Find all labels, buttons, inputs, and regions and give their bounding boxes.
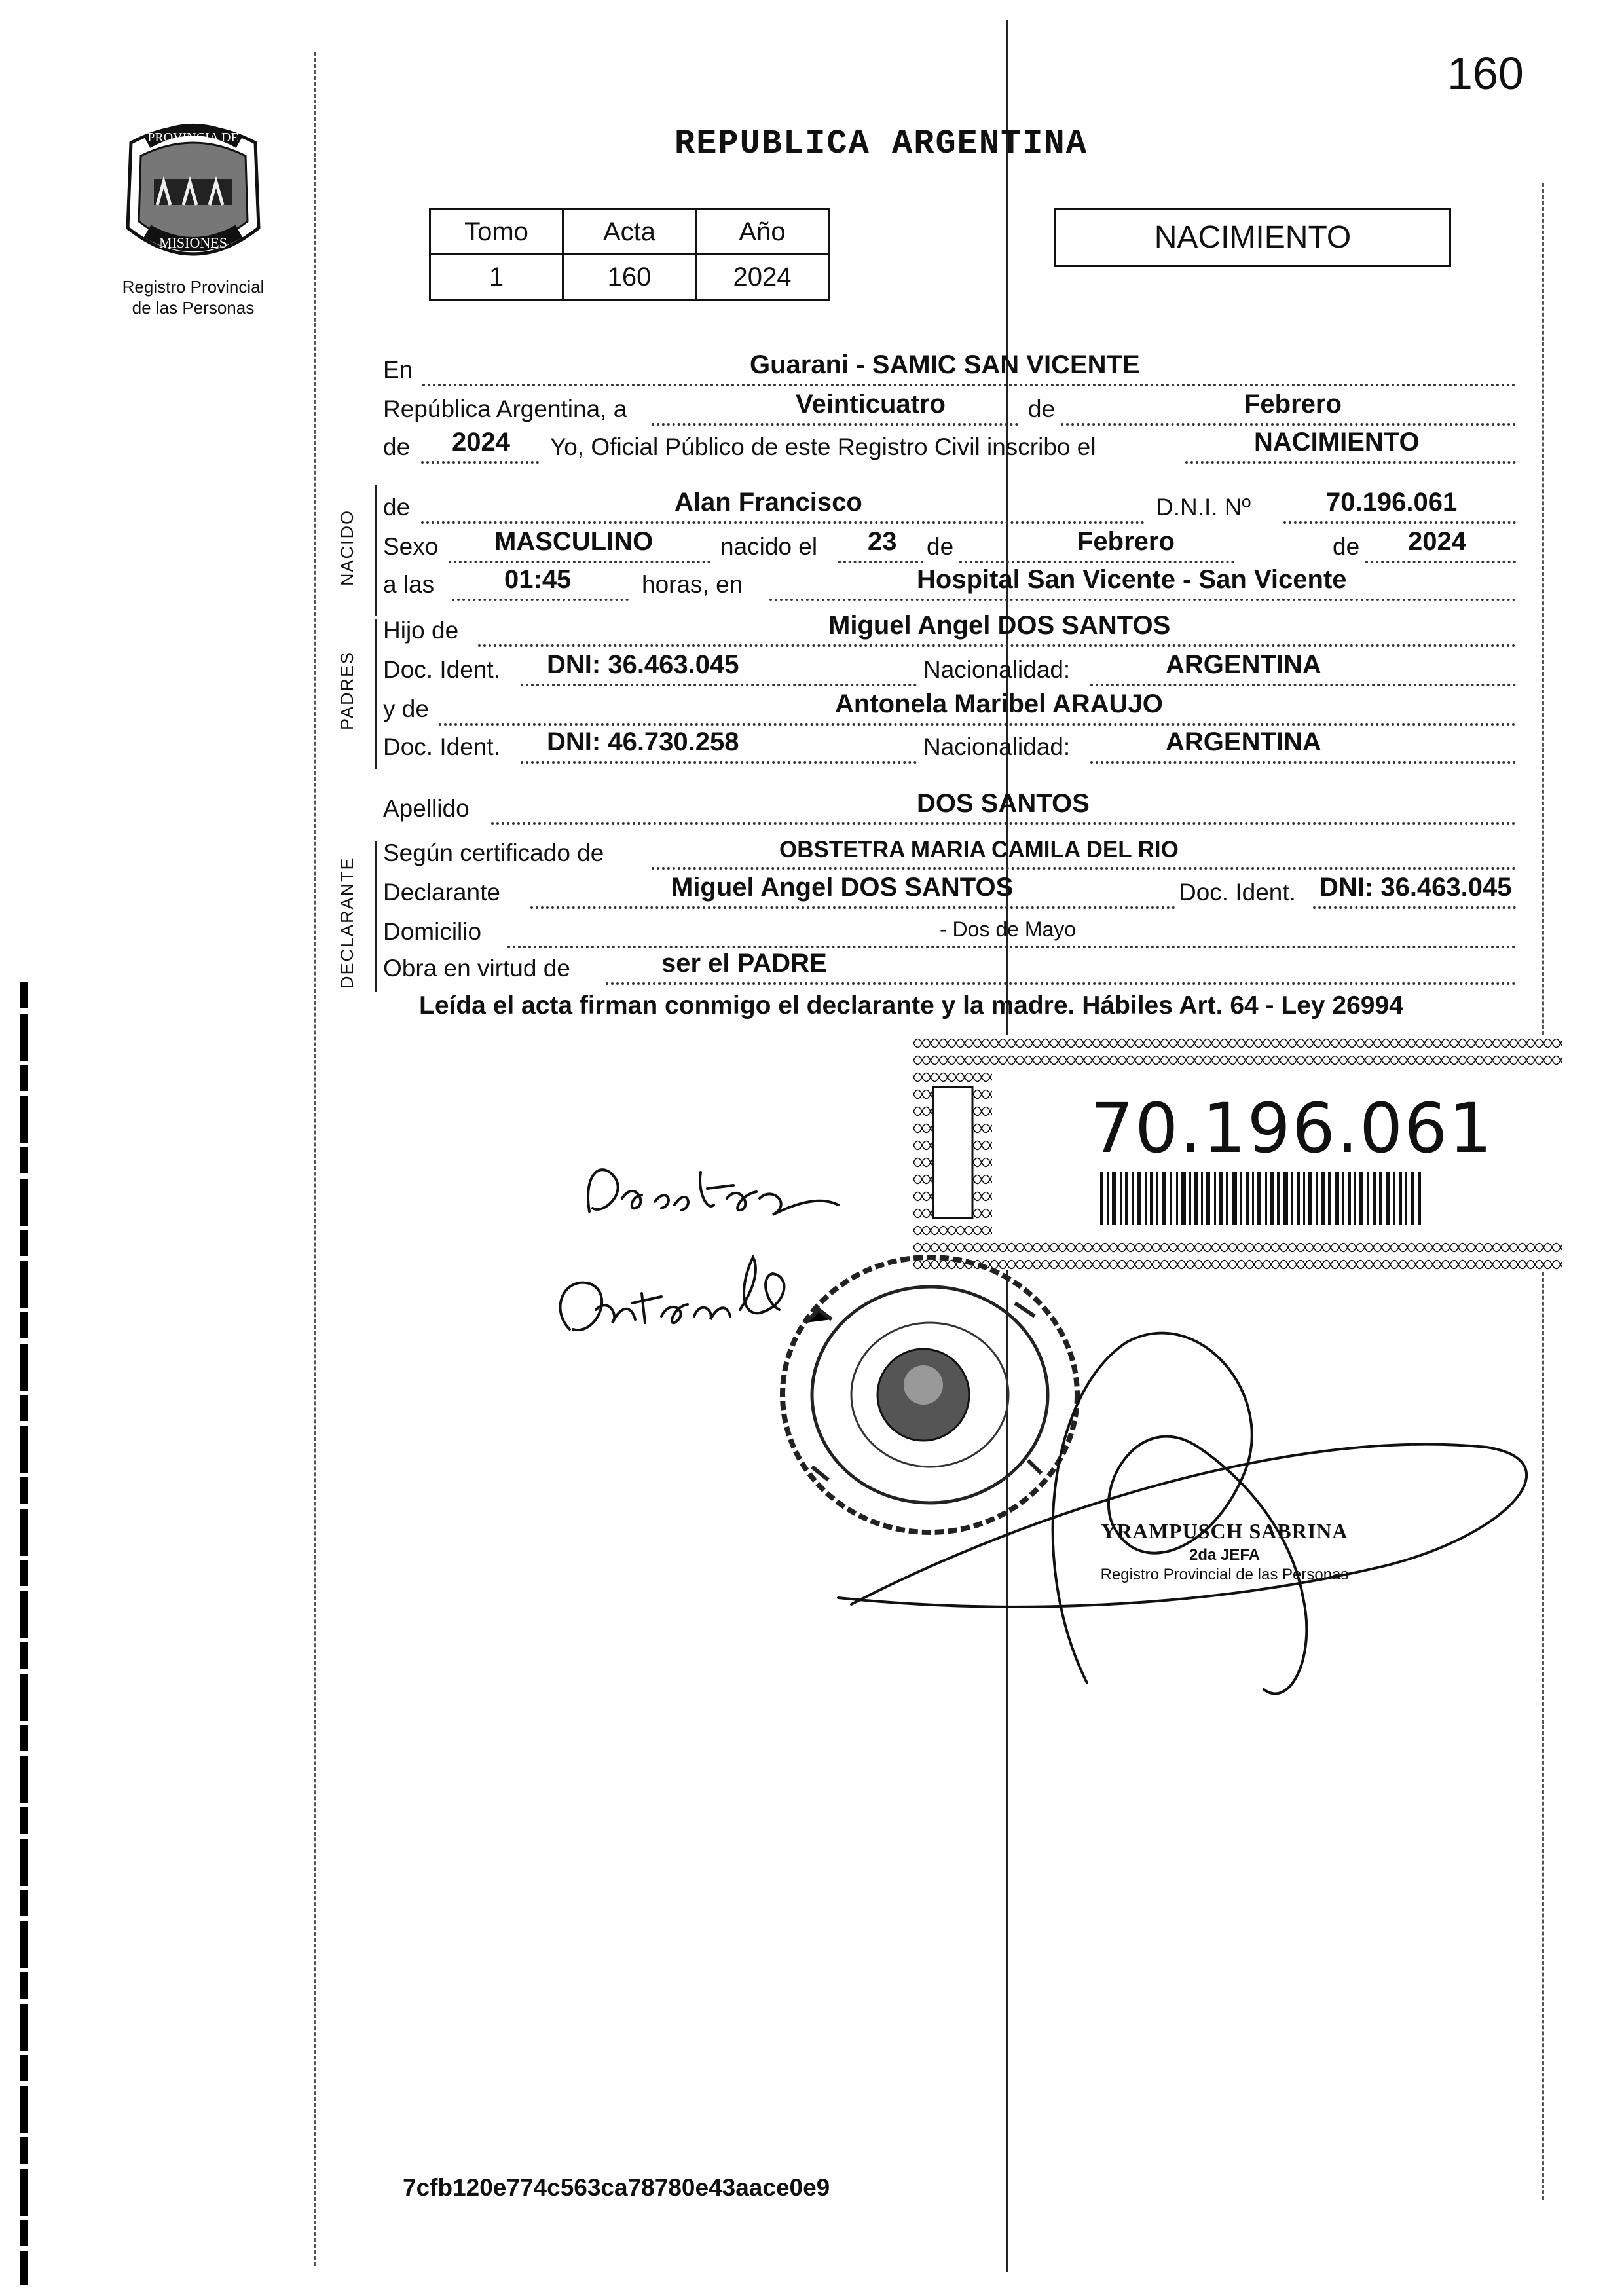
de-label: de [1333,533,1360,560]
birth-day-value: 23 [868,527,897,556]
tomo-value: 1 [430,255,563,300]
doc-label: Doc. Ident. [1179,879,1296,906]
declarante-value: Miguel Angel DOS SANTOS [671,873,1014,902]
de-label: de [927,533,954,560]
line-mother-doc [383,724,1516,770]
nacido-el-label: nacido el [720,533,818,560]
sexo-value: MASCULINO [494,527,654,556]
nacionalidad-label: Nacionalidad: [923,656,1071,683]
republica-label: República Argentina, a [383,396,627,422]
sexo-label: Sexo [383,533,439,560]
official-name: YRAMPUSCH SABRINA [1101,1519,1348,1543]
child-name-value: Alan Francisco [674,488,862,517]
anio-header: Año [696,210,829,255]
month-value: Febrero [1244,390,1342,418]
line-officer [383,424,1516,470]
declarante-label: Declarante [383,879,500,906]
province-emblem [118,117,268,280]
en-label: En [383,356,413,383]
mother-nationality-value: ARGENTINA [1166,728,1321,756]
record-table [429,208,830,301]
a-las-label: a las [383,571,435,598]
anio-value: 2024 [696,255,829,300]
doc-label: Doc. Ident. [383,656,500,683]
mother-name-value: Antonela Maribel ARAUJO [835,690,1163,718]
scan-edge-bar [20,982,28,2285]
record-value-row [430,255,829,300]
father-name-value: Miguel Angel DOS SANTOS [828,611,1171,640]
place-value: Guarani - SAMIC SAN VICENTE [750,350,1140,379]
child-dni-value: 70.196.061 [1326,488,1458,517]
dots [452,599,629,601]
dni-label: D.N.I. Nº [1156,494,1251,521]
officer-text: Yo, Oficial Público de este Registro Civil inscribo el [550,434,1096,460]
emblem-top-text: PROVINCIA DE [147,130,239,145]
declarante-bracket [375,841,377,992]
dots [769,599,1516,601]
dni-barcode [1100,1172,1421,1225]
registry-caption [98,276,288,318]
emblem-bottom-text: MISIONES [159,234,227,251]
dots [421,461,539,464]
domicilio-value: - Dos de Mayo [940,917,1077,941]
closing-text: Leída el acta firman conmigo el declarante y la madre. Hábiles Art. 64 - Ley 26994 [419,991,1403,1020]
doc-label: Doc. Ident. [383,733,500,760]
page-number: 160 [1447,48,1524,99]
official-stamp [1041,1519,1408,1584]
document-title: REPUBLICA ARGENTINA [674,124,1088,163]
record-header-row [430,210,829,255]
act-type-value: NACIMIENTO [1254,428,1420,456]
padres-bracket [375,619,377,769]
line-time [383,562,1516,608]
hijo-label: Hijo de [383,617,459,644]
nacido-section-label: NACIDO [337,509,357,586]
tomo-header: Tomo [430,210,563,255]
declarante-section-label: DECLARANTE [337,857,357,989]
birth-month-value: Febrero [1077,527,1175,556]
cert-label: Según certificado de [383,840,604,866]
de-label: de [1028,396,1056,422]
official-role: 2da JEFA [1189,1546,1261,1564]
cert-value: OBSTETRA MARIA CAMILA DEL RIO [779,837,1179,862]
horas-label: horas, en [642,571,743,598]
dots [1090,761,1516,764]
line-obra [383,946,1516,991]
father-signature [576,1133,864,1231]
acta-header: Acta [563,210,696,255]
registry-caption-line2: de las Personas [132,298,255,318]
domicilio-label: Domicilio [383,918,482,945]
document-hash: 7cfb120e774c563ca78780e43aace0e9 [403,2174,830,2201]
padres-section-label: PADRES [337,650,357,730]
birth-place-value: Hospital San Vicente - San Vicente [917,565,1347,594]
dots [521,761,917,764]
dni-sticker-number: 70.196.061 [1090,1088,1494,1168]
obra-value: ser el PADRE [661,949,827,978]
apellido-value: DOS SANTOS [917,789,1090,818]
y-de-label: y de [383,695,429,722]
dots [491,822,1516,825]
obra-label: Obra en virtud de [383,955,570,982]
nacido-bracket [375,485,377,616]
dots [606,982,1516,985]
birth-year-value: 2024 [1408,527,1466,556]
left-margin-line [314,52,316,2266]
father-nationality-value: ARGENTINA [1166,650,1321,679]
de-label: de [383,494,411,521]
dots [1185,461,1516,464]
registry-caption-line1: Registro Provincial [122,277,265,297]
father-doc-value: DNI: 36.463.045 [547,650,739,679]
line-apellido [383,786,1516,832]
mother-doc-value: DNI: 46.730.258 [547,728,739,756]
time-value: 01:45 [504,565,572,594]
apellido-label: Apellido [383,795,470,822]
day-words-value: Veinticuatro [796,390,946,418]
declarante-doc-value: DNI: 36.463.045 [1320,873,1512,902]
official-organization: Registro Provincial de las Personas [1100,1566,1349,1583]
record-type-box: NACIMIENTO [1054,208,1451,267]
de-label: de [383,434,411,460]
year-value: 2024 [452,428,510,456]
acta-value: 160 [563,255,696,300]
nacionalidad-label: Nacionalidad: [923,733,1071,760]
